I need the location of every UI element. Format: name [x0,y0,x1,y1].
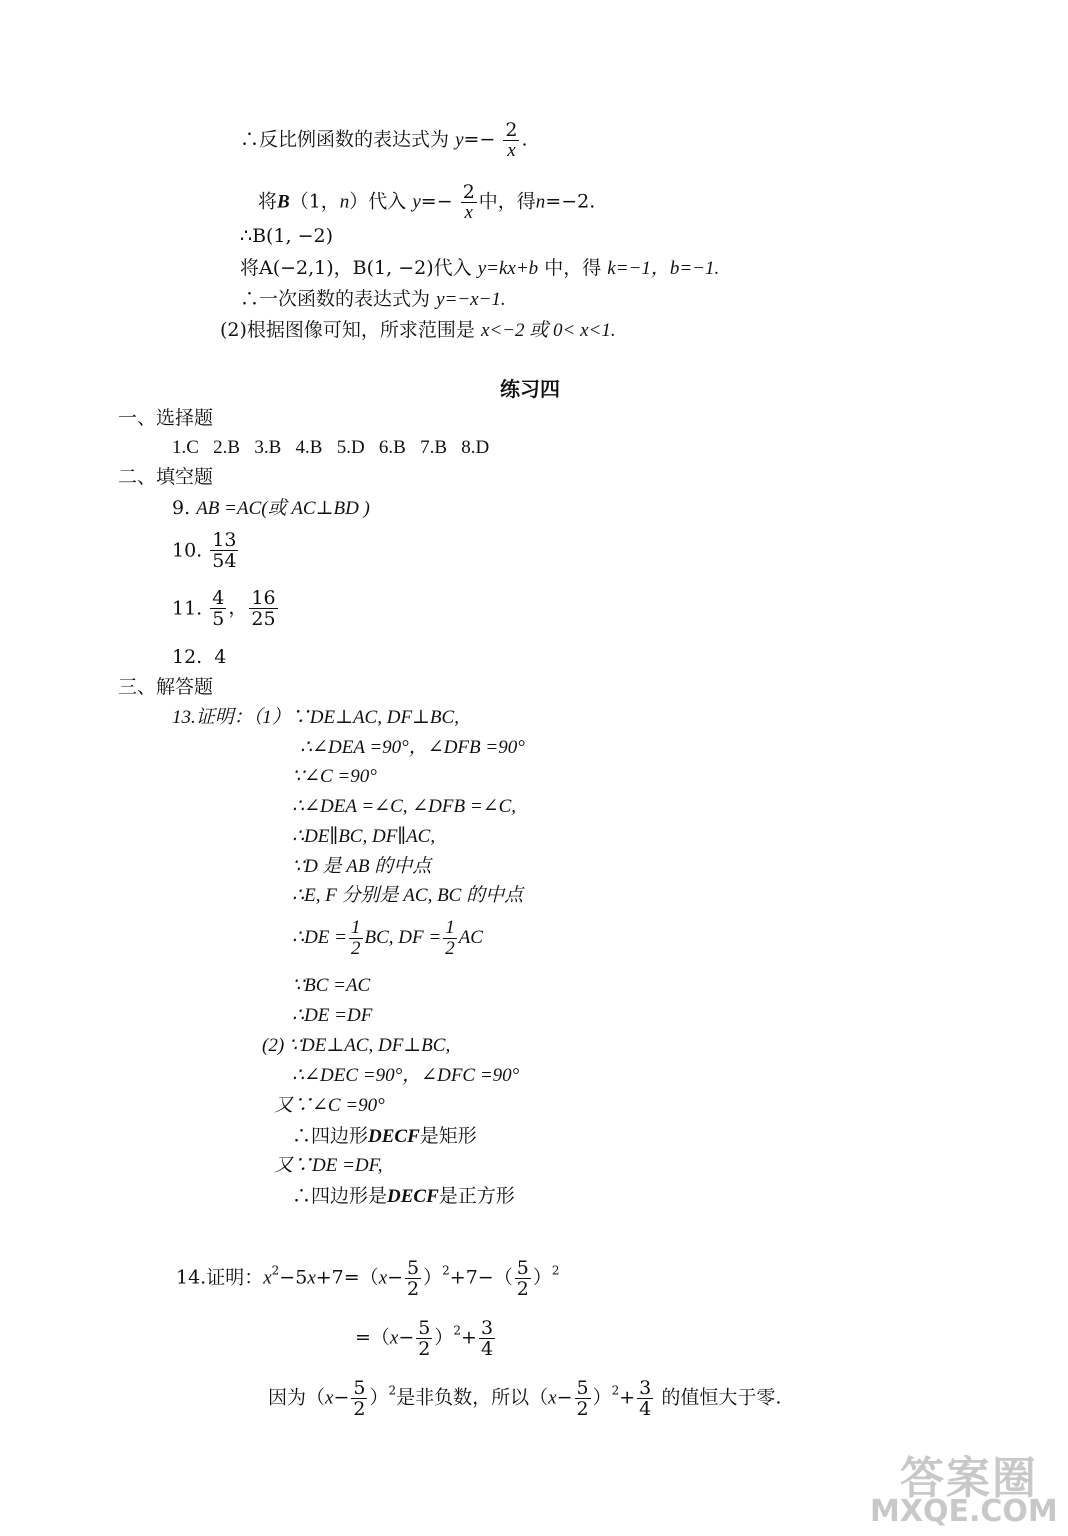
proof-step-10: (2) ∵DE⊥AC, DF⊥BC, [262,1035,451,1056]
answer-9: 9. AB =AC(或 AC⊥BD ) [172,497,370,519]
watermark-site: MXQE.COM [870,1494,1058,1529]
proof-step-15: ∴四边形是DECF是正方形 [292,1185,515,1207]
fraction-2-over-x-2: $\frac{2}{x}$ [462,181,475,223]
heading-solution: 三、解答题 [118,676,214,698]
heading-choice: 一、选择题 [118,407,214,429]
proof-step-14: 又∵DE =DF, [274,1155,383,1176]
q13-head: 13.证明：（1）∵DE⊥AC, DF⊥BC, [172,707,459,728]
fraction-13-54: $\frac{13}{54}$ [212,529,237,572]
proof-step-9: ∴DE =DF [292,1005,373,1026]
fraction-5-2-c: $\frac{5}{2}$ [418,1317,431,1360]
line-inverse-expression: ∴反比例函数的表达式为 y=− $\frac{2}{x}$ . [240,119,528,161]
fraction-5-2-e: $\frac{5}{2}$ [576,1377,589,1420]
proof-step-12: 又∵∠C =90° [274,1095,385,1116]
fraction-5-2-d: $\frac{5}{2}$ [353,1377,366,1420]
proof-step-3: ∴∠DEA =∠C, ∠DFB =∠C, [292,796,517,817]
proof-step-13: ∴四边形DECF是矩形 [292,1125,477,1147]
line-linear-expression: ∴一次函数的表达式为 y=−x−1. [240,288,506,310]
fraction-5-2-a: $\frac{5}{2}$ [407,1257,420,1300]
proof-step-8: ∵BC =AC [292,975,371,996]
line-substitute-ab: 将A(−2,1)，B(1, −2)代入 y=kx+b 中，得 k=−1，b=−1. [240,257,720,279]
choice-answers: 1.C 2.B 3.B 4.B 5.D 6.B 7.B 8.D [172,437,490,458]
proof-step-11: ∴∠DEC =90°，∠DFC =90° [292,1065,520,1086]
fraction-3-4-b: $\frac{3}{4}$ [639,1377,652,1420]
fraction-half-1: $\frac{1}{2}$ [351,917,361,959]
q14-line-1: 14.证明：$x^2-5x+7=(x-$ $\frac{5}{2}$ ）$^2$+7−（ $\frac{5}{2}$ ）$^2$ [176,1257,560,1300]
proof-step-7: ∴DE = $\frac{1}{2}$ BC, DF = $\frac{1}{2}$ AC [292,917,483,959]
section-title: 练习四 [500,377,560,401]
answer-10: 10. $\frac{13}{54}$ [172,529,237,572]
fraction-3-4-a: $\frac{3}{4}$ [480,1317,494,1360]
q14-line-2: =（x− $\frac{5}{2}$ ）$^2$+ $\frac{3}{4}$ [355,1317,494,1360]
fraction-2-over-x: $\frac{2}{x}$ [505,119,518,161]
line-range: (2)根据图像可知，所求范围是 x<−2 或 0< x<1. [220,319,616,341]
proof-step-5: ∵D 是 AB 的中点 [292,856,432,877]
proof-step-2: ∵∠C =90° [292,766,377,787]
line-point-b: ∴B(1, −2) [240,225,334,247]
fraction-half-2: $\frac{1}{2}$ [445,917,455,959]
fraction-16-25: $\frac{16}{25}$ [251,587,276,630]
proof-step-1: ∴∠DEA =90°，∠DFB =90° [300,737,525,758]
q14-conclusion: 因为（x− $\frac{5}{2}$ ）$^2$是非负数，所以（x− $\frac{5}{2}$ ）$^2$+ $\frac{3}{4}$ 的值恒大于零. [268,1377,782,1420]
proof-step-4: ∴DE∥BC, DF∥AC, [292,826,436,847]
answer-12: 12. 4 [172,646,227,668]
line-substitute-b: 将B（1，n）代入 y=− $\frac{2}{x}$ 中，得n=−2. [258,181,596,223]
answer-11: 11. $\frac{4}{5}$ ， $\frac{16}{25}$ [172,587,276,630]
watermark-logo: 答案圈 [900,1453,1038,1504]
proof-step-6: ∴E, F 分别是 AC, BC 的中点 [292,885,524,906]
fraction-5-2-b: $\frac{5}{2}$ [516,1257,529,1300]
fraction-4-5: $\frac{4}{5}$ [212,587,225,630]
heading-fill: 二、填空题 [118,466,214,488]
